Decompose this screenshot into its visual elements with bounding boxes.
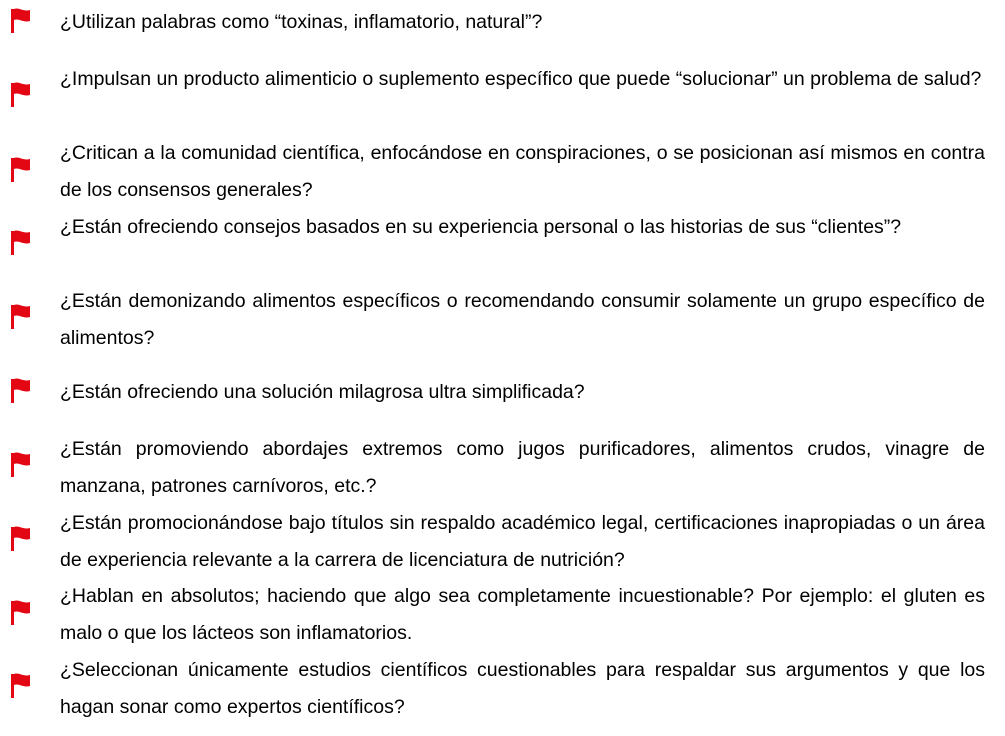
question-text: ¿Utilizan palabras como “toxinas, inflamatorio, natural”? <box>60 11 543 33</box>
question-text: ¿Impulsan un producto alimenticio o suplemento específico que puede “solucionar” un problema de salud? <box>60 68 982 90</box>
red-flag-icon <box>10 673 32 699</box>
question-text: ¿Hablan en absolutos; haciendo que algo sea completamente incuestionable? Por ejemplo: el gluten es malo o que los lácteos son inflamatorios. <box>60 585 985 644</box>
red-flag-icon <box>10 8 32 34</box>
question-text: ¿Están promoviendo abordajes extremos como jugos purificadores, alimentos crudos, vinagre de manzana, patrones carnívoros, etc.? <box>60 438 985 497</box>
red-flag-icon <box>10 378 32 404</box>
question-text: ¿Están demonizando alimentos específicos o recomendando consumir solamente un grupo específico de alimentos? <box>60 290 985 349</box>
red-flag-icon <box>10 452 32 478</box>
red-flag-icon <box>10 600 32 626</box>
red-flag-icon <box>10 230 32 256</box>
red-flag-icon <box>10 82 32 108</box>
question-text: ¿Están ofreciendo una solución milagrosa ultra simplificada? <box>60 381 585 403</box>
red-flag-icon <box>10 157 32 183</box>
question-text: ¿Seleccionan únicamente estudios científicos cuestionables para respaldar sus argumentos y que los hagan sonar como expertos científicos? <box>60 659 985 718</box>
question-text: ¿Están promocionándose bajo títulos sin respaldo académico legal, certificaciones inapropiadas o un área de experiencia relevante a la carrera de licenciatura de nutrición? <box>60 512 985 571</box>
red-flag-icon <box>10 304 32 330</box>
question-text: ¿Critican a la comunidad científica, enfocándose en conspiraciones, o se posicionan así mismos en contra de los consensos generales? <box>60 142 985 201</box>
red-flag-icon <box>10 526 32 552</box>
question-text: ¿Están ofreciendo consejos basados en su experiencia personal o las historias de sus “clientes”? <box>60 216 902 238</box>
